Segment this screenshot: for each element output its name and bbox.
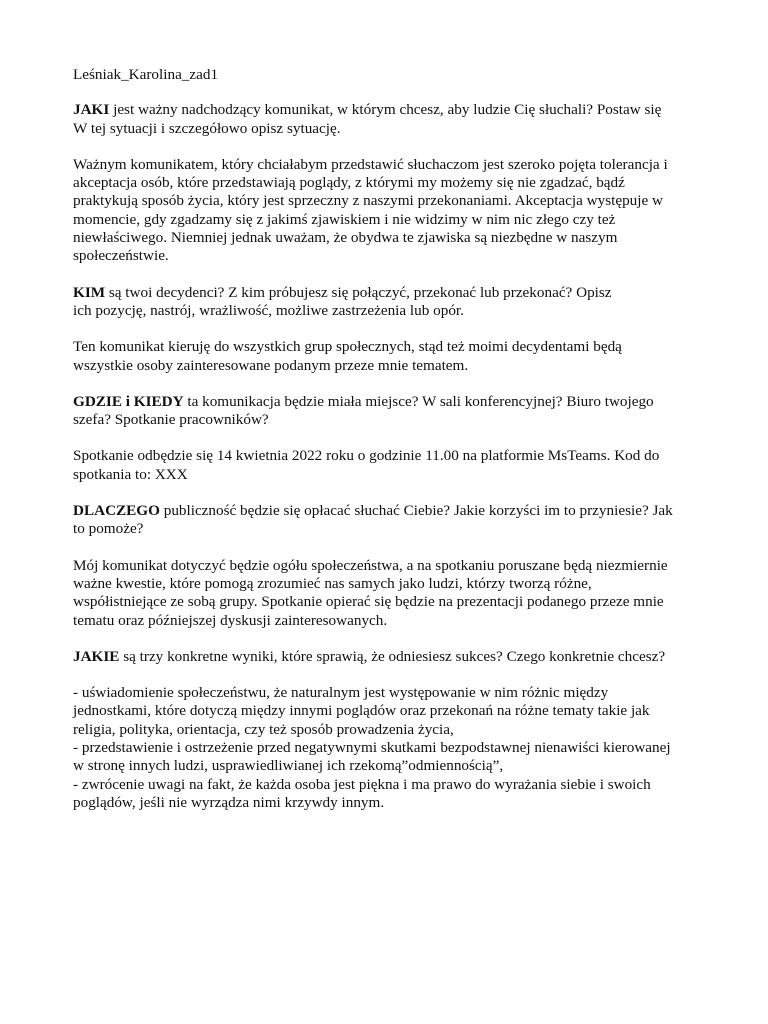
answer-line: - uświadomienie społeczeństwu, że naturalnym jest występowanie w nim różnic między xyxy=(73,684,609,702)
answer-line: jednostkami, które dotyczą między innymi poglądów oraz przekonań na różne tematy takie jak xyxy=(73,702,650,720)
answer-line: Spotkanie odbędzie się 14 kwietnia 2022 roku o godzinie 11.00 na platformie MsTeams. Kod do xyxy=(73,447,660,465)
answer-line: tematu oraz późniejszej dyskusji zainteresowanych. xyxy=(73,611,388,629)
answer-line: niewłaściwego. Niemniej jednak uważam, że obydwa te zjawiska są niezbędne w naszym xyxy=(73,229,618,247)
question-keyword: JAKIE xyxy=(73,647,120,665)
question-line xyxy=(73,284,693,302)
section-answer xyxy=(73,557,693,630)
question-text: publiczność będzie się opłacać słuchać Ciebie? Jakie korzyści im to przyniesie? Jak xyxy=(159,502,673,520)
document-title: Leśniak_Karolina_zad1 xyxy=(73,66,219,83)
section-question xyxy=(73,502,693,539)
question-text: W tej sytuacji i szczegółowo opisz sytuację. xyxy=(73,119,341,137)
document-page xyxy=(73,66,693,830)
answer-line: akceptacja osób, które przedstawiają poglądy, z którymi my możemy się nie zgadzać, bądź xyxy=(73,174,625,192)
question-keyword: KIM xyxy=(73,283,106,301)
answer-line: ważne kwestie, które pomogą zrozumieć nas samych jako ludzi, którzy tworzą różne, xyxy=(73,574,592,592)
question-text: to pomoże? xyxy=(73,520,144,538)
question-text: jest ważny nadchodzący komunikat, w którym chcesz, aby ludzie Cię słuchali? Postaw się xyxy=(109,101,662,119)
question-text: są trzy konkretne wyniki, które sprawią, że odniesiesz sukces? Czego konkretnie chcesz? xyxy=(119,647,666,665)
answer-line: poglądów, jeśli nie wyrządza nimi krzywdy innym. xyxy=(73,793,385,811)
question-keyword: GDZIE i KIEDY xyxy=(73,392,184,410)
answer-line: Ważnym komunikatem, który chciałabym przedstawić słuchaczom jest szeroko pojęta tolerancja i xyxy=(73,155,668,173)
question-line xyxy=(73,393,693,411)
question-line xyxy=(73,120,693,138)
question-text: są twoi decydenci? Z kim próbujesz się połączyć, przekonać lub przekonać? Opisz xyxy=(105,283,612,301)
section-answer xyxy=(73,156,693,266)
answer-line: - zwrócenie uwagi na fakt, że każda osoba jest piękna i ma prawo do wyrażania siebie i swoich xyxy=(73,775,651,793)
answer-line: Mój komunikat dotyczyć będzie ogółu społeczeństwa, a na spotkaniu poruszane będą niezmiernie xyxy=(73,556,668,574)
answer-line: współistniejące ze sobą grupy. Spotkanie opierać się będzie na prezentacji podanego przeze mnie xyxy=(73,593,664,611)
question-text: ta komunikacja będzie miała miejsce? W sali konferencyjnej? Biuro twojego xyxy=(183,392,654,410)
question-line xyxy=(73,101,693,119)
section-question xyxy=(73,284,693,321)
answer-line: praktykują sposób życia, który jest sprzeczny z naszymi przekonaniami. Akceptacja występuje w xyxy=(73,192,664,210)
section-answer xyxy=(73,447,693,484)
question-line xyxy=(73,302,693,320)
question-text: ich pozycję, nastrój, wrażliwość, możliwe zastrzeżenia lub opór. xyxy=(73,301,464,319)
question-text: szefa? Spotkanie pracowników? xyxy=(73,411,269,429)
answer-line: w stronę innych ludzi, usprawiedliwianej ich rzekomą”odmiennością”, xyxy=(73,757,504,775)
section-answer xyxy=(73,338,693,375)
document-body xyxy=(73,101,693,812)
question-keyword: DLACZEGO xyxy=(73,502,160,520)
answer-line: Ten komunikat kieruję do wszystkich grup społecznych, stąd też moimi decydentami będą xyxy=(73,338,622,356)
question-line xyxy=(73,502,693,520)
section-question xyxy=(73,101,693,138)
answer-line: społeczeństwie. xyxy=(73,247,169,265)
section-question xyxy=(73,393,693,430)
answer-line: - przedstawienie i ostrzeżenie przed negatywnymi skutkami bezpodstawnej nienawiści kierowanej xyxy=(73,739,671,757)
answer-line: spotkania to: XXX xyxy=(73,465,188,483)
answer-line: momencie, gdy zgadzamy się z jakimś zjawiskiem i nie widzimy w nim nic złego czy też xyxy=(73,210,616,228)
question-line xyxy=(73,648,693,666)
section-question xyxy=(73,648,693,666)
question-keyword: JAKI xyxy=(73,101,110,119)
question-line xyxy=(73,520,693,538)
answer-line: religia, polityka, orientacja, czy też sposób prowadzenia życia, xyxy=(73,720,454,738)
answer-line: wszystkie osoby zainteresowane podanym przeze mnie tematem. xyxy=(73,356,469,374)
question-line xyxy=(73,411,693,429)
section-answer xyxy=(73,684,693,812)
